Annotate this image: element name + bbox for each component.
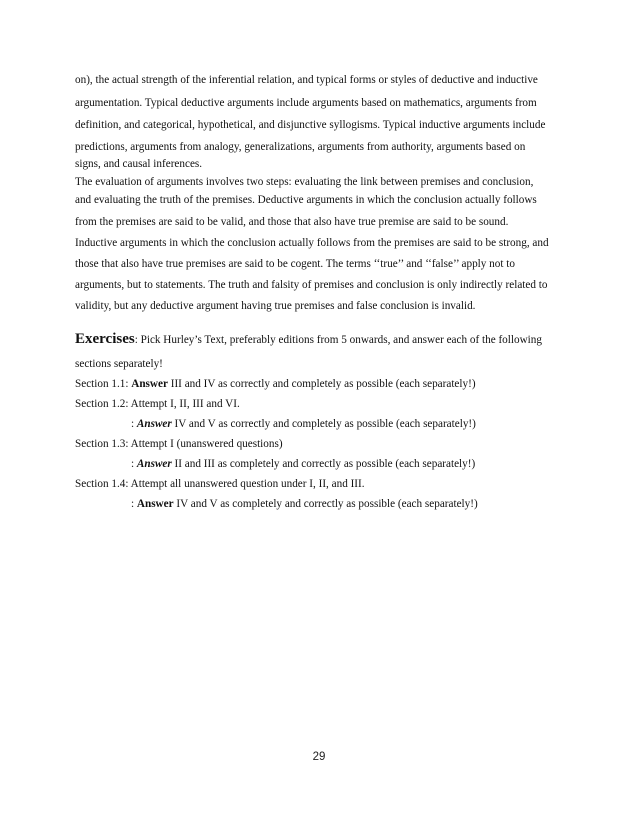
exercises-heading: Exercises: [75, 331, 135, 347]
paragraph2-line: arguments, but to statements. The truth and falsity of premises and conclusion is only indirectly related to: [75, 279, 548, 291]
paragraph1-line: definition, and categorical, hypothetical, and disjunctive syllogisms. Typical inductive arguments include: [75, 119, 546, 131]
paragraph2-line: The evaluation of arguments involves two steps: evaluating the link between premises and conclusion,: [75, 176, 534, 188]
paragraph1-line: predictions, arguments from analogy, generalizations, arguments from authority, arguments based on: [75, 141, 526, 153]
paragraph1-line: on), the actual strength of the inferential relation, and typical forms or styles of deductive and inductive: [75, 74, 538, 86]
section-1-1-answer: Answer: [131, 378, 168, 390]
section-1-2-answer-text: IV and V as correctly and completely as possible (each separately!): [171, 418, 476, 430]
paragraph2-line: Inductive arguments in which the conclusion actually follows from the premises are said to be strong, and: [75, 237, 549, 249]
section-1-2-answer-line: [131, 417, 476, 431]
paragraph2-line: from the premises are said to be valid, and those that also have true premise are said to be sound.: [75, 216, 509, 228]
section-1-3: Section 1.3: Attempt I (unanswered questions): [75, 438, 283, 450]
paragraph2-line: validity, but any deductive argument having true premises and false conclusion is invalid.: [75, 300, 476, 312]
page-number: 29: [312, 751, 326, 763]
section-1-3-answer: Answer: [136, 458, 172, 470]
section-1-4-answer: Answer: [136, 498, 174, 510]
section-1-2-colon: :: [131, 418, 137, 430]
section-1-1-prefix: Section 1.1:: [75, 378, 132, 390]
section-1-3-answer-text: II and III as completely and correctly as possible (each separately!): [171, 458, 476, 470]
section-1-2-answer: Answer: [136, 418, 172, 430]
paragraph2-line: those that also have true premises are said to be cogent. The terms ‘‘true’’ and ‘‘false’’ apply not to: [75, 258, 515, 270]
section-1-2: Section 1.2: Attempt I, II, III and VI.: [75, 398, 240, 410]
paragraph1-line: signs, and causal inferences.: [75, 158, 203, 170]
paragraph2-line: and evaluating the truth of the premises. Deductive arguments in which the conclusion actually follows: [75, 194, 537, 206]
section-1-4-answer-text: IV and V as completely and correctly as possible (each separately!): [173, 498, 478, 510]
section-1-3-colon: :: [131, 458, 137, 470]
section-1-1: [75, 377, 476, 391]
section-1-4: Section 1.4: Attempt all unanswered question under I, II, and III.: [75, 478, 365, 490]
section-1-4-colon: :: [131, 498, 137, 510]
exercises-intro-text: : Pick Hurley’s Text, preferably editions from 5 onwards, and answer each of the following: [134, 334, 542, 346]
section-1-4-answer-line: [131, 497, 478, 511]
paragraph1-line: argumentation. Typical deductive arguments include arguments based on mathematics, arguments from: [75, 97, 537, 109]
section-1-1-text: III and IV as correctly and completely as possible (each separately!): [167, 378, 476, 390]
exercises-intro-line2: sections separately!: [75, 358, 163, 370]
exercises-intro: [75, 332, 542, 347]
section-1-3-answer-line: [131, 457, 475, 471]
